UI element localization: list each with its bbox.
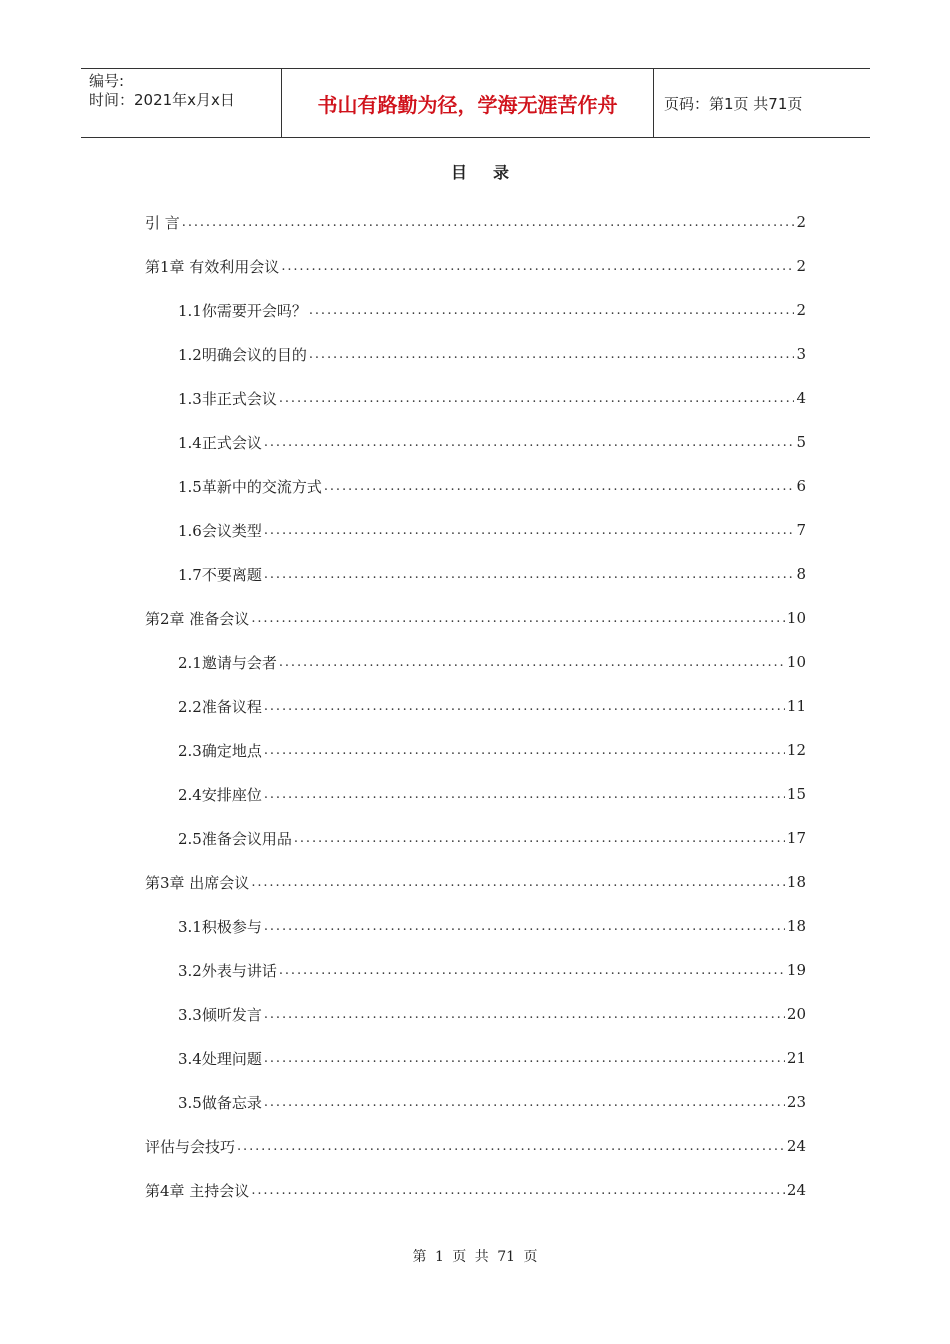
toc-leader-dots	[264, 699, 785, 714]
toc-entry-page: 2	[796, 257, 806, 275]
serial-label: 编号:	[89, 72, 125, 90]
toc-entry[interactable]	[145, 596, 806, 640]
table-of-contents	[145, 200, 806, 1212]
toc-entry[interactable]	[145, 1168, 806, 1212]
toc-leader-dots	[264, 743, 785, 758]
toc-leader-dots	[279, 391, 795, 406]
toc-entry[interactable]	[145, 552, 806, 596]
toc-entry-page: 21	[786, 1049, 806, 1067]
header-page-info: 页码：第1页 共71页	[664, 94, 803, 113]
toc-entry[interactable]	[145, 244, 806, 288]
toc-leader-dots	[279, 655, 785, 670]
toc-entry[interactable]	[145, 1036, 806, 1080]
toc-leader-dots	[264, 787, 785, 802]
time-label: 时间：2021年x月x日	[89, 91, 235, 109]
toc-entry[interactable]	[145, 772, 806, 816]
toc-entry-page: 18	[786, 917, 806, 935]
toc-title: 目录	[450, 163, 535, 182]
toc-entry[interactable]	[145, 508, 806, 552]
page-footer: 第 1 页 共 71 页	[412, 1249, 538, 1265]
toc-entry-page: 7	[796, 521, 806, 539]
toc-entry-page: 6	[796, 477, 806, 495]
toc-entry-page: 23	[786, 1093, 806, 1111]
toc-entry-label: 3.1积极参与	[178, 917, 262, 936]
toc-leader-dots	[264, 435, 795, 450]
toc-entry-label: 3.4处理问题	[178, 1049, 262, 1068]
toc-leader-dots	[309, 347, 795, 362]
toc-leader-dots	[237, 1139, 785, 1154]
toc-leader-dots	[324, 479, 795, 494]
toc-leader-dots	[264, 1051, 785, 1066]
toc-entry-page: 24	[786, 1137, 806, 1155]
toc-entry-label: 第3章 出席会议	[145, 873, 250, 892]
toc-entry[interactable]	[145, 948, 806, 992]
toc-entry-page: 2	[796, 301, 806, 319]
toc-entry-page: 17	[786, 829, 806, 847]
toc-entry-page: 15	[786, 785, 806, 803]
page-header	[81, 68, 870, 138]
toc-leader-dots	[264, 523, 795, 538]
toc-entry[interactable]	[145, 1080, 806, 1124]
toc-entry[interactable]	[145, 728, 806, 772]
toc-entry-label: 3.3倾听发言	[178, 1005, 262, 1024]
toc-entry[interactable]	[145, 816, 806, 860]
toc-entry[interactable]	[145, 1124, 806, 1168]
toc-entry-page: 4	[796, 389, 806, 407]
toc-entry[interactable]	[145, 332, 806, 376]
toc-leader-dots	[264, 567, 795, 582]
toc-entry-page: 10	[786, 653, 806, 671]
toc-entry-label: 3.5做备忘录	[178, 1093, 262, 1112]
toc-entry-label: 1.2明确会议的目的	[178, 345, 307, 364]
toc-entry[interactable]	[145, 200, 806, 244]
toc-entry[interactable]	[145, 288, 806, 332]
toc-entry-page: 3	[796, 345, 806, 363]
toc-leader-dots	[294, 831, 785, 846]
toc-entry-label: 第4章 主持会议	[145, 1181, 250, 1200]
toc-leader-dots	[264, 1007, 785, 1022]
toc-leader-dots	[182, 215, 795, 230]
toc-entry-page: 5	[796, 433, 806, 451]
toc-leader-dots	[264, 919, 785, 934]
toc-leader-dots	[279, 963, 785, 978]
toc-entry-label: 2.2准备议程	[178, 697, 262, 716]
toc-entry-label: 2.5准备会议用品	[178, 829, 292, 848]
toc-entry[interactable]	[145, 992, 806, 1036]
header-meta	[81, 69, 281, 137]
toc-entry-page: 2	[796, 213, 806, 231]
toc-entry[interactable]	[145, 860, 806, 904]
toc-entry-label: 1.1你需要开会吗？	[178, 301, 307, 320]
toc-entry-page: 8	[796, 565, 806, 583]
toc-entry-label: 1.6会议类型	[178, 521, 262, 540]
toc-entry-label: 第2章 准备会议	[145, 609, 250, 628]
toc-leader-dots	[309, 303, 795, 318]
toc-leader-dots	[264, 1095, 785, 1110]
toc-leader-dots	[251, 1183, 785, 1198]
toc-entry-label: 1.3非正式会议	[178, 389, 277, 408]
header-motto: 书山有路勤为径，学海无涯苦作舟	[281, 69, 654, 137]
toc-entry-label: 2.4安排座位	[178, 785, 262, 804]
toc-entry-label: 引 言	[145, 213, 180, 232]
toc-entry-page: 18	[786, 873, 806, 891]
toc-leader-dots	[251, 611, 785, 626]
toc-entry-label: 1.5革新中的交流方式	[178, 477, 322, 496]
toc-entry-page: 11	[786, 697, 806, 715]
toc-entry-label: 1.7不要离题	[178, 565, 262, 584]
toc-leader-dots	[281, 259, 794, 274]
toc-entry-label: 2.1邀请与会者	[178, 653, 277, 672]
toc-entry[interactable]	[145, 464, 806, 508]
toc-entry-label: 评估与会技巧	[145, 1137, 236, 1156]
toc-entry-label: 1.4正式会议	[178, 433, 262, 452]
toc-entry[interactable]	[145, 640, 806, 684]
toc-leader-dots	[251, 875, 785, 890]
toc-entry-page: 19	[786, 961, 806, 979]
toc-entry-label: 第1章 有效利用会议	[145, 257, 280, 276]
toc-entry[interactable]	[145, 904, 806, 948]
toc-entry[interactable]	[145, 684, 806, 728]
toc-entry-page: 10	[786, 609, 806, 627]
toc-entry-page: 12	[786, 741, 806, 759]
toc-entry[interactable]	[145, 376, 806, 420]
toc-entry-label: 3.2外表与讲话	[178, 961, 277, 980]
toc-entry[interactable]	[145, 420, 806, 464]
toc-entry-page: 24	[786, 1181, 806, 1199]
toc-entry-label: 2.3确定地点	[178, 741, 262, 760]
toc-entry-page: 20	[786, 1005, 806, 1023]
